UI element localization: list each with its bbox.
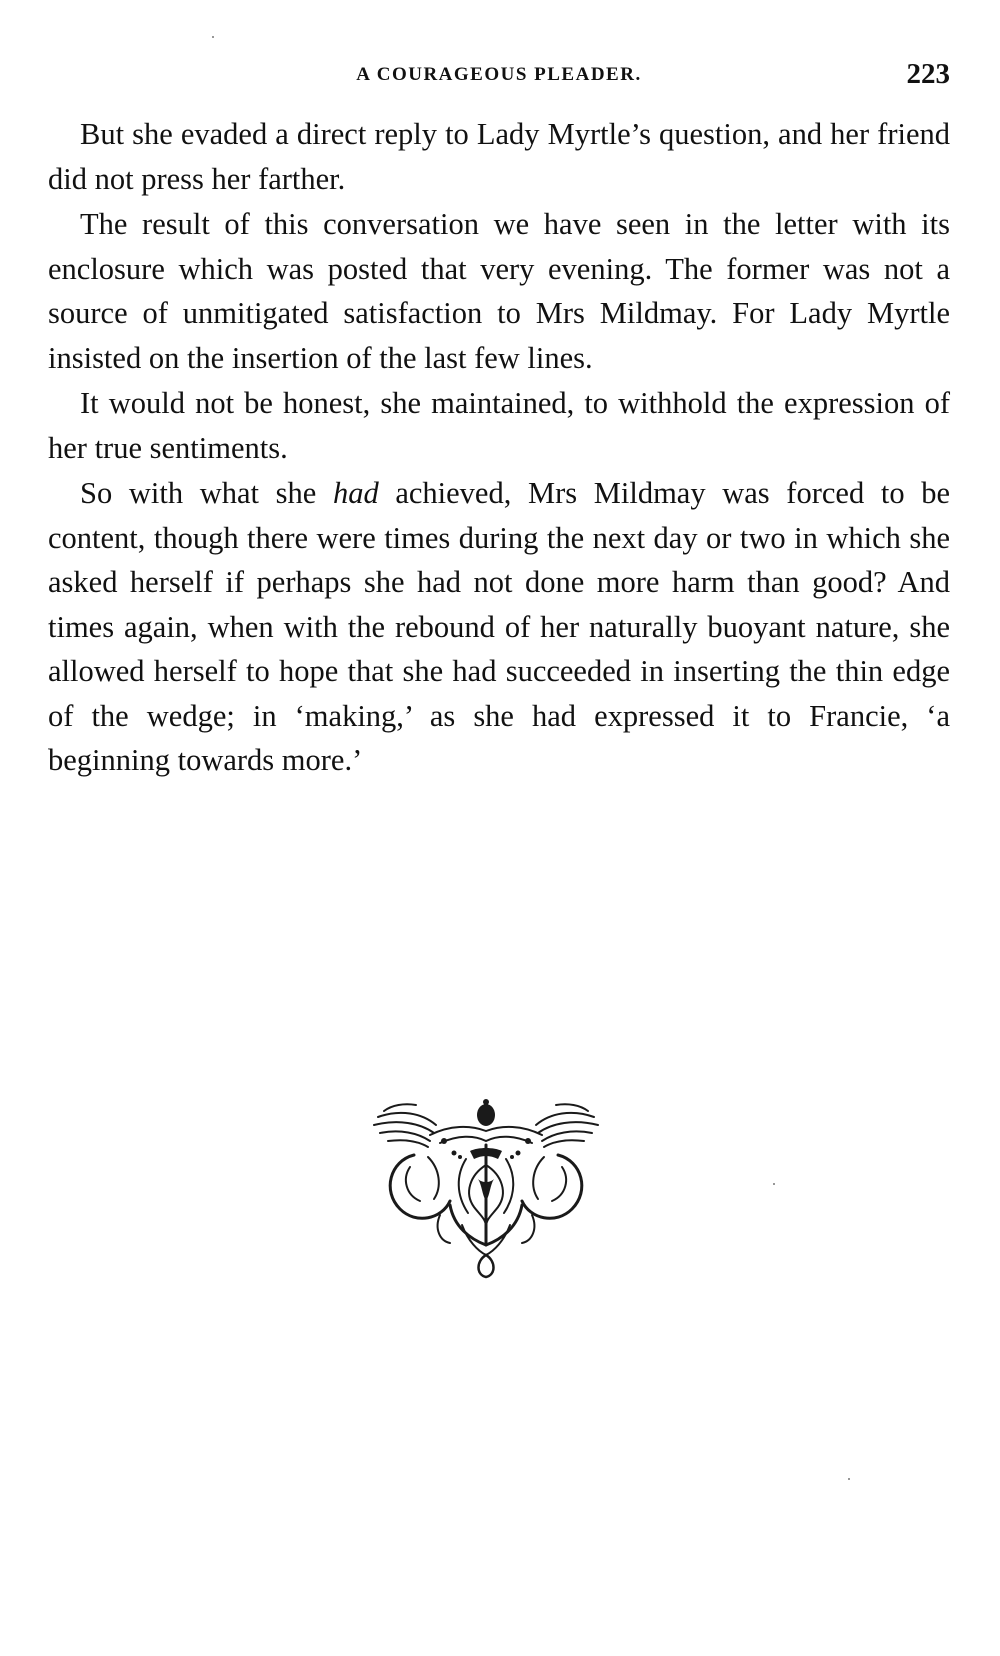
paragraph-4-after: achieved, Mrs Mildmay was forced to be content, though there were times during the next day or two in which she asked herself if perhaps she had not done more harm than good? And times again, when with the rebound of her naturally buoyant nature, she allowed herself to hope that she had succeeded in inserting the thin edge of the wedge; in ‘making,’ as she had expressed it to Francie, ‘a beginning towards more.’: [48, 476, 950, 777]
page-number: 223: [906, 58, 950, 90]
running-title: A COURAGEOUS PLEADER.: [356, 64, 642, 85]
body-text: [48, 112, 950, 784]
ink-speck: [773, 1183, 775, 1185]
paragraph-3: It would not be honest, she maintained, to withhold the expression of her true sentiments.: [48, 386, 950, 465]
running-head: [48, 58, 950, 98]
paragraph-4: [48, 471, 950, 783]
paragraph-1: But she evaded a direct reply to Lady Myrtle’s question, and her friend did not press her farther.: [48, 117, 950, 196]
tailpiece-ornament-icon: [370, 1095, 602, 1281]
paragraph-4-before: So with what she: [80, 476, 333, 510]
ink-speck: [848, 1478, 850, 1480]
paragraph-2: The result of this conversation we have seen in the letter with its enclosure which was posted that very evening. The former was not a source of unmitigated satisfaction to Mrs Mildmay. For Lady Myrtle insisted on the insertion of the last few lines.: [48, 207, 950, 375]
paragraph-4-emphasis: had: [332, 476, 379, 510]
ink-speck: [212, 36, 214, 38]
